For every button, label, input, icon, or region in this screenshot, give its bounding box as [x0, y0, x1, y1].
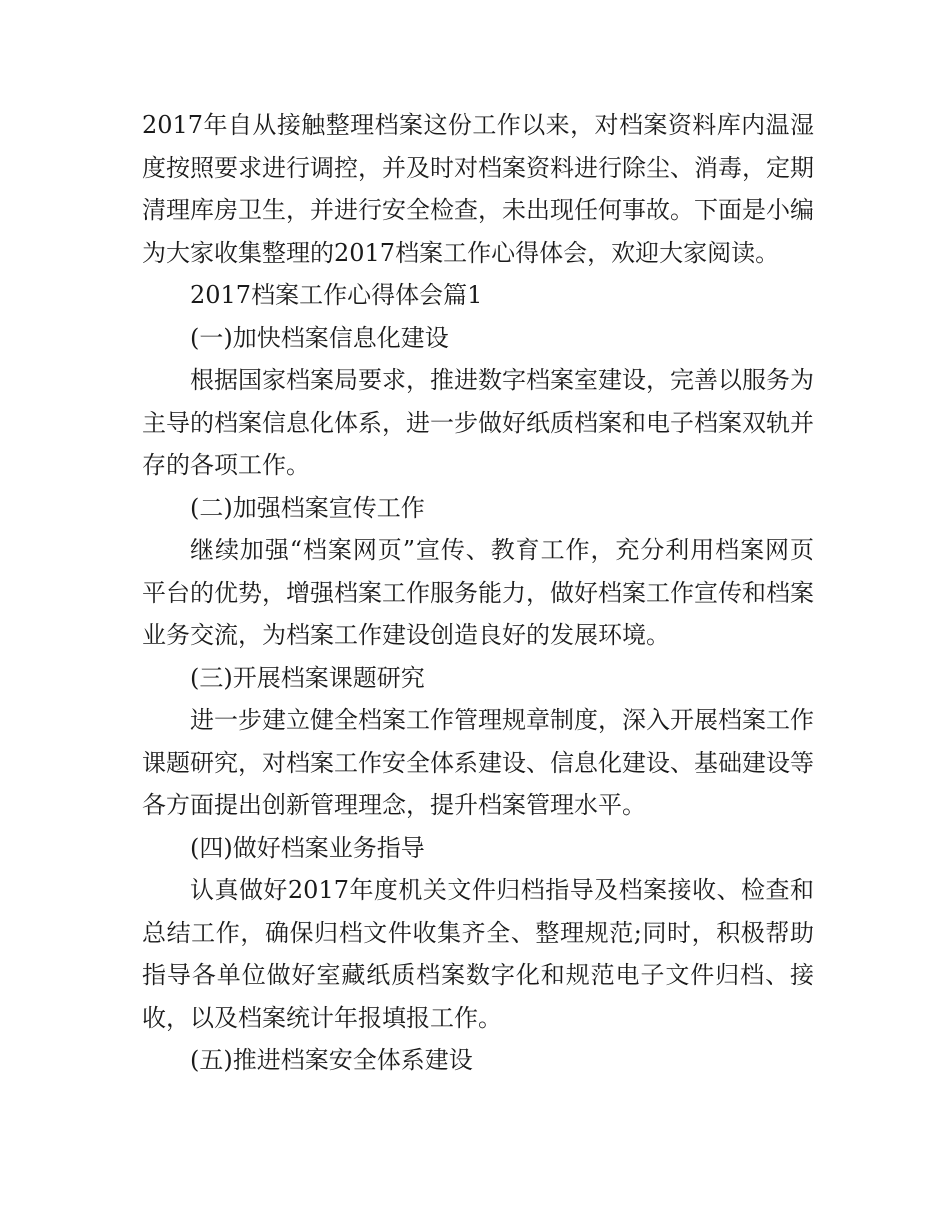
article-title: 2017档案工作心得体会篇1 — [190, 281, 483, 309]
document-page — [142, 104, 814, 1082]
section-heading-2: (二)加强档案宣传工作 — [190, 493, 425, 522]
section-heading-5: (五)推进档案安全体系建设 — [190, 1046, 473, 1074]
section-heading-1: (一)加快档案信息化建设 — [190, 323, 449, 352]
section-body-4: 认真做好2017年度机关文件归档指导及档案接收、检查和总结工作，确保归档文件收集齐全、整理规范;同时，积极帮助指导各单位做好室藏纸质档案数字化和规范电子文件归档、接收，以及档案统计年报填报工作。 — [142, 876, 814, 1032]
section-body-3: 进一步建立健全档案工作管理规章制度，深入开展档案工作课题研究，对档案工作安全体系建设、信息化建设、基础建设等各方面提出创新管理理念，提升档案管理水平。 — [142, 706, 814, 819]
section-body-1: 根据国家档案局要求，推进数字档案室建设，完善以服务为主导的档案信息化体系，进一步做好纸质档案和电子档案双轨并存的各项工作。 — [142, 366, 814, 479]
section-body-2: 继续加强“档案网页”宣传、教育工作，充分利用档案网页平台的优势，增强档案工作服务能力，做好档案工作宣传和档案业务交流，为档案工作建设创造良好的发展环境。 — [142, 536, 814, 649]
section-heading-4: (四)做好档案业务指导 — [190, 833, 425, 862]
intro-paragraph: 2017年自从接触整理档案这份工作以来，对档案资料库内温湿度按照要求进行调控，并及时对档案资料进行除尘、消毒，定期清理库房卫生，并进行安全检查，未出现任何事故。下面是小编为大家收集整理的2017档案工作心得体会，欢迎大家阅读。 — [142, 111, 814, 267]
section-heading-3: (三)开展档案课题研究 — [190, 663, 425, 692]
